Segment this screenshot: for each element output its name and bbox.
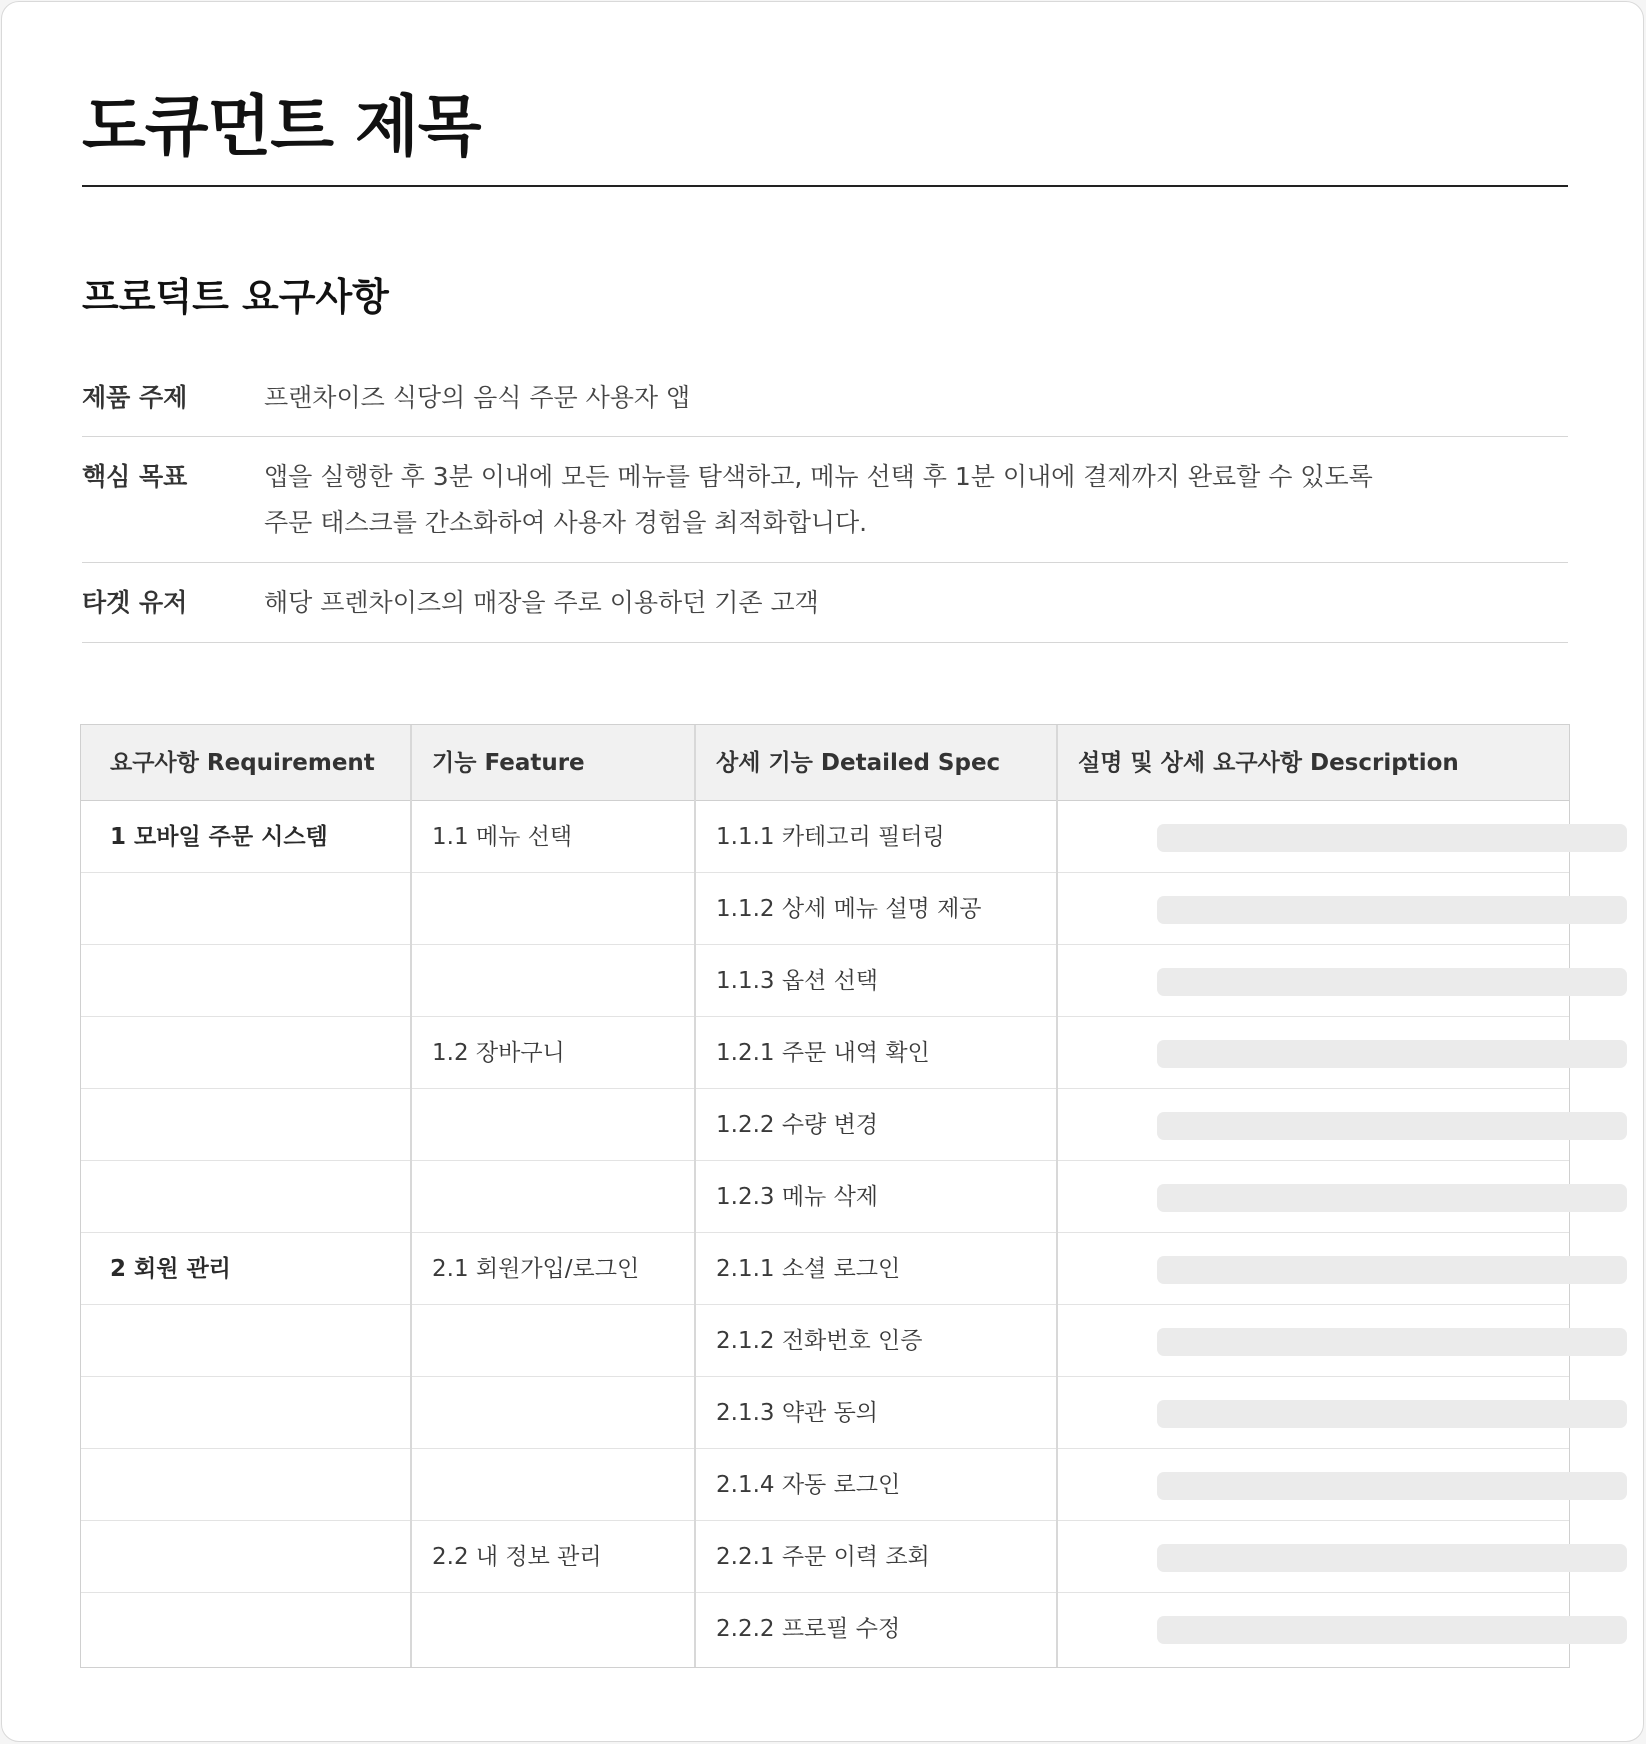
spec-cell: 2.1.4 자동 로그인	[716, 1472, 901, 1498]
meta-label: 제품 주제	[82, 383, 188, 412]
meta-value: 주문 태스크를 간소화하여 사용자 경험을 최적화합니다.	[264, 508, 868, 537]
spec-cell: 1.2.1 주문 내역 확인	[716, 1040, 930, 1066]
meta-label: 핵심 목표	[82, 462, 188, 491]
table-row	[81, 1377, 1569, 1449]
table-row	[81, 873, 1569, 945]
feature-cell: 2.2 내 정보 관리	[432, 1544, 602, 1570]
meta-value: 해당 프렌차이즈의 매장을 주로 이용하던 기존 고객	[264, 588, 819, 617]
description-placeholder	[1157, 968, 1627, 996]
spec-cell: 1.1.1 카테고리 필터링	[716, 824, 945, 850]
spec-cell: 2.1.3 약관 동의	[716, 1400, 879, 1426]
meta-row-goal	[82, 437, 1568, 563]
table-header	[81, 725, 1569, 801]
spec-cell: 1.1.2 상세 메뉴 설명 제공	[716, 896, 982, 922]
table-row	[81, 801, 1569, 873]
feature-cell: 2.1 회원가입/로그인	[432, 1256, 640, 1282]
column-header: 요구사항 Requirement	[110, 750, 375, 776]
spec-cell: 1.2.2 수량 변경	[716, 1112, 879, 1138]
meta-label: 타겟 유저	[82, 588, 188, 617]
description-placeholder	[1157, 1544, 1627, 1572]
column-divider	[1056, 725, 1058, 1667]
description-placeholder	[1157, 1112, 1627, 1140]
requirement-cell: 2 회원 관리	[110, 1256, 231, 1282]
meta-value: 앱을 실행한 후 3분 이내에 모든 메뉴를 탐색하고, 메뉴 선택 후 1분 이내에 결제까지 완료할 수 있도록	[264, 462, 1373, 491]
table-row	[81, 1089, 1569, 1161]
feature-cell: 1.2 장바구니	[432, 1040, 565, 1066]
spec-cell: 2.1.2 전화번호 인증	[716, 1328, 923, 1354]
meta-row-target	[82, 563, 1568, 643]
table-row	[81, 1233, 1569, 1305]
spec-cell: 2.2.2 프로필 수정	[716, 1616, 901, 1642]
spec-cell: 1.2.3 메뉴 삭제	[716, 1184, 879, 1210]
spec-cell: 1.1.3 옵션 선택	[716, 968, 879, 994]
description-placeholder	[1157, 896, 1627, 924]
section-title: 프로덕트 요구사항	[82, 275, 389, 319]
document-card	[1, 1, 1644, 1742]
description-placeholder	[1157, 1040, 1627, 1068]
table-row	[81, 1521, 1569, 1593]
table-row	[81, 1017, 1569, 1089]
description-placeholder	[1157, 1472, 1627, 1500]
column-divider	[694, 725, 696, 1667]
title-divider	[82, 185, 1568, 187]
spec-cell: 2.2.1 주문 이력 조회	[716, 1544, 930, 1570]
requirements-table	[80, 724, 1570, 1668]
feature-cell: 1.1 메뉴 선택	[432, 824, 573, 850]
table-row	[81, 1161, 1569, 1233]
column-divider	[410, 725, 412, 1667]
meta-row-subject	[82, 374, 1568, 437]
description-placeholder	[1157, 1616, 1627, 1644]
requirement-cell: 1 모바일 주문 시스템	[110, 824, 328, 850]
table-row	[81, 1305, 1569, 1377]
table-row	[81, 1593, 1569, 1665]
table-row	[81, 945, 1569, 1017]
description-placeholder	[1157, 824, 1627, 852]
column-header: 설명 및 상세 요구사항 Description	[1078, 750, 1459, 776]
spec-cell: 2.1.1 소셜 로그인	[716, 1256, 901, 1282]
document-title: 도큐먼트 제목	[82, 88, 481, 165]
description-placeholder	[1157, 1328, 1627, 1356]
column-header: 기능 Feature	[432, 750, 585, 776]
description-placeholder	[1157, 1256, 1627, 1284]
meta-value: 프랜차이즈 식당의 음식 주문 사용자 앱	[264, 383, 691, 412]
description-placeholder	[1157, 1184, 1627, 1212]
column-header: 상세 기능 Detailed Spec	[716, 750, 1001, 776]
table-row	[81, 1449, 1569, 1521]
description-placeholder	[1157, 1400, 1627, 1428]
